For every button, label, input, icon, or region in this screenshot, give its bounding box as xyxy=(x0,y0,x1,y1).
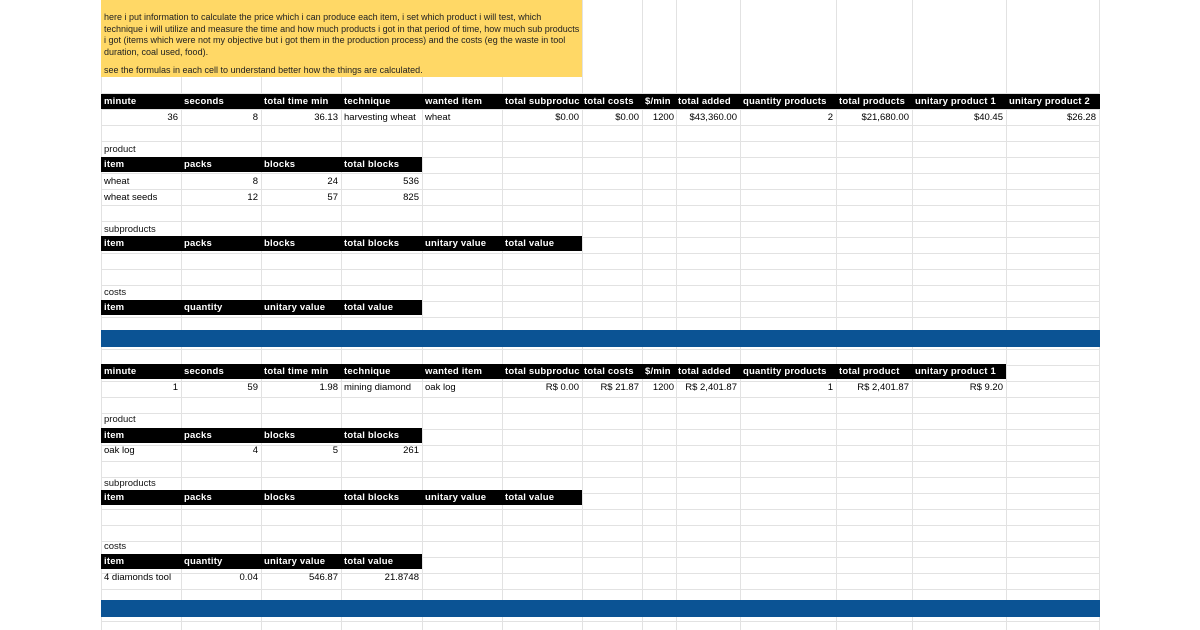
row-divider xyxy=(101,413,1100,414)
data-cell[interactable]: 4 xyxy=(252,445,258,456)
header-cell[interactable]: total blocks xyxy=(344,430,400,441)
header-cell[interactable]: seconds xyxy=(184,366,224,377)
section-label[interactable]: product xyxy=(104,144,136,155)
row-divider xyxy=(101,205,1100,206)
header-cell[interactable]: item xyxy=(104,302,125,313)
data-cell[interactable]: 1.98 xyxy=(319,382,338,393)
header-cell[interactable]: unitary product 1 xyxy=(915,366,996,377)
header-cell[interactable]: total time min xyxy=(264,366,329,377)
data-cell[interactable]: R$ 2,401.87 xyxy=(685,382,737,393)
header-cell[interactable]: item xyxy=(104,238,125,249)
header-cell[interactable]: wanted item xyxy=(425,96,483,107)
header-cell[interactable]: minute xyxy=(104,96,137,107)
data-cell[interactable]: 536 xyxy=(403,176,419,187)
header-cell[interactable]: total subproduc xyxy=(505,366,580,377)
data-cell[interactable]: mining diamond xyxy=(344,382,412,393)
data-cell[interactable]: 1 xyxy=(172,382,178,393)
data-cell[interactable]: 546.87 xyxy=(308,572,338,583)
row-divider xyxy=(101,285,1100,286)
row-divider xyxy=(101,541,1100,542)
header-cell[interactable]: packs xyxy=(184,238,212,249)
header-cell[interactable]: total costs xyxy=(584,96,634,107)
data-cell[interactable]: R$ 0.00 xyxy=(545,382,579,393)
header-cell[interactable]: total blocks xyxy=(344,492,400,503)
data-cell[interactable]: 24 xyxy=(327,176,338,187)
data-cell[interactable]: 36 xyxy=(167,112,178,123)
header-cell[interactable]: blocks xyxy=(264,430,296,441)
section-label[interactable]: subproducts xyxy=(104,224,156,235)
row-divider xyxy=(101,349,1100,350)
header-cell[interactable]: unitary product 1 xyxy=(915,96,996,107)
header-cell[interactable]: total value xyxy=(505,238,555,249)
data-cell[interactable]: 36.13 xyxy=(314,112,338,123)
header-cell[interactable]: item xyxy=(104,556,125,567)
note-formulas-text: see the formulas in each cell to understand better how the things are calculated. xyxy=(104,65,423,75)
header-cell[interactable]: unitary value xyxy=(264,556,326,567)
header-cell[interactable]: technique xyxy=(344,96,391,107)
data-cell[interactable]: oak log xyxy=(425,382,456,393)
row-divider xyxy=(101,253,1100,254)
header-cell[interactable]: total added xyxy=(678,366,731,377)
data-cell[interactable]: 1200 xyxy=(652,382,674,393)
header-cell[interactable]: $/min xyxy=(645,96,671,107)
row-divider xyxy=(101,509,1100,510)
header-cell[interactable]: seconds xyxy=(184,96,224,107)
row-divider xyxy=(101,317,1100,318)
header-cell[interactable]: unitary product 2 xyxy=(1009,96,1090,107)
header-cell[interactable]: total product xyxy=(839,366,900,377)
header-cell[interactable]: item xyxy=(104,430,125,441)
section-label[interactable]: costs xyxy=(104,541,127,552)
data-cell[interactable]: 12 xyxy=(247,192,258,203)
data-cell[interactable]: 2 xyxy=(827,112,833,123)
section-separator-band xyxy=(101,600,1100,617)
data-cell[interactable]: 261 xyxy=(403,445,419,456)
section-label[interactable]: costs xyxy=(104,287,127,298)
header-cell[interactable]: unitary value xyxy=(425,238,487,249)
row-divider xyxy=(101,221,1100,222)
header-cell[interactable]: packs xyxy=(184,492,212,503)
header-cell[interactable]: blocks xyxy=(264,159,296,170)
data-cell[interactable]: $43,360.00 xyxy=(689,112,737,123)
header-cell[interactable]: item xyxy=(104,492,125,503)
header-cell[interactable]: blocks xyxy=(264,492,296,503)
header-cell[interactable]: total products xyxy=(839,96,906,107)
section-label[interactable]: product xyxy=(104,414,136,425)
header-cell[interactable]: packs xyxy=(184,159,212,170)
data-cell[interactable]: 1200 xyxy=(652,112,674,123)
row-divider xyxy=(101,589,1100,590)
data-cell[interactable]: $0.00 xyxy=(615,112,639,123)
header-cell[interactable]: total blocks xyxy=(344,159,400,170)
row-divider xyxy=(101,525,1100,526)
header-cell[interactable]: total value xyxy=(344,302,394,313)
header-cell[interactable]: total costs xyxy=(584,366,634,377)
header-cell[interactable]: technique xyxy=(344,366,391,377)
header-cell[interactable]: item xyxy=(104,159,125,170)
data-cell[interactable]: $40.45 xyxy=(973,112,1003,123)
data-cell[interactable]: $26.28 xyxy=(1066,112,1096,123)
note-text: here i put information to calculate the price which i can produce each item, i set which product i will test, which technique i will utilize and measure the time and how much products i got in that period of time, how much sub products i got (items which were not my objective but i got them in the production process) and the costs (eg the waste in tool duration, coal used, food). xyxy=(104,12,580,58)
header-cell[interactable]: quantity products xyxy=(743,96,827,107)
data-cell[interactable]: 4 diamonds tool xyxy=(104,572,172,583)
header-cell[interactable]: quantity products xyxy=(743,366,827,377)
data-cell[interactable]: wheat seeds xyxy=(104,192,158,203)
data-cell[interactable]: R$ 9.20 xyxy=(969,382,1003,393)
header-cell[interactable]: wanted item xyxy=(425,366,483,377)
data-cell[interactable]: wheat xyxy=(104,176,130,187)
data-cell[interactable]: R$ 2,401.87 xyxy=(857,382,909,393)
data-cell[interactable]: 8 xyxy=(252,176,258,187)
header-cell[interactable]: total value xyxy=(505,492,555,503)
header-cell[interactable]: quantity xyxy=(184,302,223,313)
data-cell[interactable]: 1 xyxy=(827,382,833,393)
row-divider xyxy=(101,621,1100,622)
data-cell[interactable]: 8 xyxy=(252,112,258,123)
header-cell[interactable]: total time min xyxy=(264,96,329,107)
data-cell[interactable]: R$ 21.87 xyxy=(600,382,639,393)
data-cell[interactable]: harvesting wheat xyxy=(344,112,416,123)
header-cell[interactable]: unitary value xyxy=(264,302,326,313)
data-cell[interactable]: $21,680.00 xyxy=(861,112,909,123)
header-cell[interactable]: total blocks xyxy=(344,238,400,249)
row-divider xyxy=(101,461,1100,462)
header-cell[interactable]: total added xyxy=(678,96,731,107)
data-cell[interactable]: 825 xyxy=(403,192,419,203)
header-cell[interactable]: $/min xyxy=(645,366,671,377)
data-cell[interactable]: 5 xyxy=(332,445,338,456)
section-label[interactable]: subproducts xyxy=(104,478,156,489)
header-cell[interactable]: minute xyxy=(104,366,137,377)
header-cell[interactable]: unitary value xyxy=(425,492,487,503)
header-cell[interactable]: total subproduc xyxy=(505,96,580,107)
row-divider xyxy=(101,397,1100,398)
row-divider xyxy=(101,477,1100,478)
section-separator-band xyxy=(101,330,1100,347)
data-cell[interactable]: 59 xyxy=(247,382,258,393)
header-cell[interactable]: total value xyxy=(344,556,394,567)
data-cell[interactable]: wheat xyxy=(425,112,451,123)
data-cell[interactable]: 57 xyxy=(327,192,338,203)
data-cell[interactable]: 21.8748 xyxy=(384,572,419,583)
header-cell[interactable]: quantity xyxy=(184,556,223,567)
row-divider xyxy=(101,141,1100,142)
data-cell[interactable]: oak log xyxy=(104,445,135,456)
data-cell[interactable]: $0.00 xyxy=(555,112,579,123)
data-cell[interactable]: 0.04 xyxy=(239,572,258,583)
header-cell[interactable]: packs xyxy=(184,430,212,441)
row-divider xyxy=(101,125,1100,126)
row-divider xyxy=(101,269,1100,270)
header-cell[interactable]: blocks xyxy=(264,238,296,249)
